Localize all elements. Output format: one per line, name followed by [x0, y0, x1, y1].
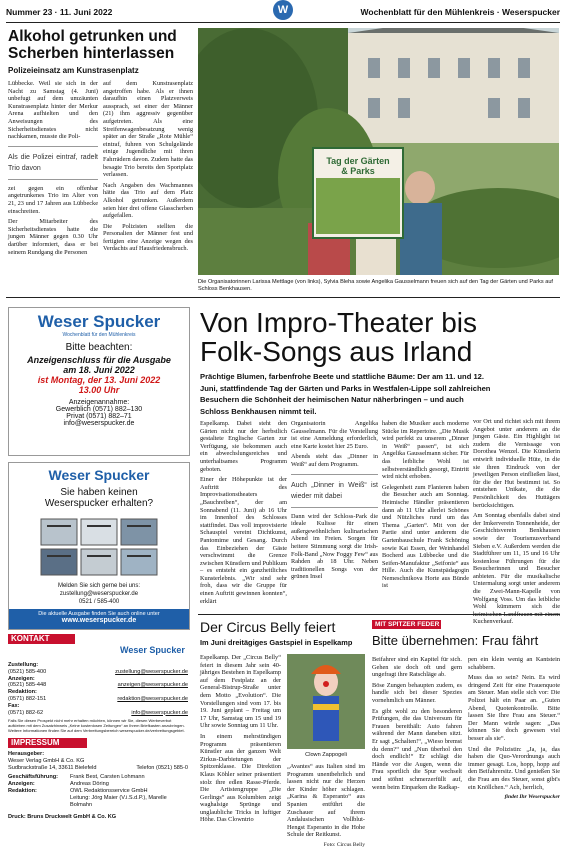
contact-row	[8, 669, 188, 676]
page-header	[0, 0, 566, 24]
kontakt-logo: Weser Spucker	[120, 645, 185, 655]
article-kolumne	[372, 633, 560, 648]
contact-row	[8, 696, 188, 703]
contact-heading: Anzeigenannahme:	[68, 399, 130, 406]
impressum-label: Anzeigen:	[8, 781, 35, 788]
photo-caption: Die Organisatorinnen Larissa Mettlage (von links), Sylvia Bleha sowie Angelika Gausselmann freuen sich auf den Tag der Gärten und Parks auf Schloss Benkhausen.	[198, 279, 553, 292]
impressum-value: OWL Redaktionsservice GmbH	[70, 787, 148, 794]
contact-phone: (0571) 882-151	[8, 695, 47, 702]
notice-time: 13.00 Uhr	[78, 385, 120, 395]
article-alkohol-col1	[8, 80, 98, 259]
contact-phone: (0521) 585-400	[8, 668, 47, 675]
contact-email-link[interactable]: redaktion@weserspucker.de	[117, 695, 188, 702]
header-divider	[6, 22, 560, 23]
publication-name: Wochenblatt für den Mühlenkreis · Weserspucker	[360, 7, 560, 17]
paragraph: Beifahrer sind ein Kapitel für sich. Gehen sie doch oft und gern ungefragt ihre Ratschläge ab.	[372, 656, 462, 679]
online-banner-text: Die aktuelle Ausgabe finden Sie auch online unter	[38, 611, 160, 617]
contact-label: Redaktion:	[8, 689, 37, 696]
pull-quote	[291, 474, 378, 508]
contact-phone: (0521) 585-448	[8, 682, 47, 689]
impressum-label: Geschäftsführung:	[8, 774, 59, 781]
deadline-notice-ad	[8, 307, 190, 456]
section-divider	[198, 614, 560, 615]
paragraph: Einer der Höhepunkte ist der Auftritt des Improvisationstheaters „Bauchreiben“, der am Sonnabend (11. Juni) ab 16 Uhr im Innenhof des Schlosses stattfindet. Das voll improvisierte Schauspiel vereint Dichtkunst, Pantomime und Gesang. Durch das Einbeziehen der Gäste verschwimmt die Grenze zwischen Künstlern und Publikum – es entsteht ein ganzheitliches Kunsterlebnis. „Wir sind sehr froh, dass wir die Gruppe für einen Auftritt gewinnen konnten“, erklärt	[200, 476, 287, 605]
ad-logo	[9, 312, 189, 332]
contact-row	[8, 710, 188, 717]
paragraph: Es gibt wohl zu den besonderen Prüfungen, die das Universum für Frauen bereithält: Auto fahren während der Mann daneben sitzt. Er sagt „Schalten!“, „Wieso bremst du denn?“ und „Nun überhol den doch endlich!“ Er schlägt die Hände vor die Augen, wenn die Frau sportlich die Spur wechselt und stöhnt schmerzerfüllt auf, wenn beim Einparken die Radkap-	[372, 707, 462, 791]
contact-fax: (0571) 882-62	[8, 709, 44, 716]
issue-number: Nummer 23 · 11. Juni 2022	[6, 7, 113, 17]
contact-label: Anzeigen:	[8, 675, 35, 682]
impressum-heading: IMPRESSUM	[8, 738, 87, 748]
paragraph: Espelkamp. Dabei steht den Gärten nicht nur der herbstlich gestaltete Englische Garten zur Verfügung, sie bekommen auch ein abwechslungsreiches und unterhaltsames Programm geboten.	[200, 420, 287, 473]
impressum-address: Sudbrackstraße 14, 33611 Bielefeld	[8, 764, 97, 771]
paragraph: In einem mehrstündigen Programm präsentieren Künstler aus der ganzen Welt Zirkus-Darbietungen der Spitzenklasse. Die Direktion Klaus Köhler seiner präsentiert stolz ihre edlen Rasse-Pferde. Die Artistengruppe „Die Gerlings“ aus Kolumbien zeigt waghalsige Sprünge und unglaubliche Tricks in luftiger Höhe. Das Clowntrio	[200, 732, 281, 824]
paragraph: zei gegen ein offenbar angetrunkenes Trio im Alter von 21, 23 und 17 Jahren aus Lübbecke einschreiten.	[8, 184, 98, 215]
paragraph: Lübbecke. Weil sie sich in der Nacht zu Samstag (4. Juni) unbefugt auf dem umzäunten Kunstrasenplatz hinter der Merkur Arena aufhielten und den Anweisungen des Sicherheitsdienstes nicht nachkamen, musste die Poli-	[8, 80, 98, 141]
paragraph: pen ein klein wenig an Kantstein schabbern.	[468, 656, 560, 671]
article-title: Folk-Songs aus Irland	[200, 336, 473, 367]
mailbox-icon	[39, 517, 159, 579]
article-subtitle: Im Juni dreitägiges Gastspiel in Espelkamp	[200, 638, 353, 647]
impressum-label: Redaktion:	[8, 787, 37, 794]
contact-email-link[interactable]: info@weserspucker.de	[131, 709, 188, 716]
paragraph: Nach Angaben des Wachmannes hätte das Trio auf dem Platz Alkohol getrunken. Außerdem seien hier drei offene Glasscherben aufgefallen.	[103, 181, 193, 220]
impressum-printer: Druck: Bruns Druckwelt GmbH & Co. KG	[8, 814, 117, 821]
question-line: Weserspucker erhalten?	[44, 498, 154, 509]
paragraph: auf dem Kunstrasenplatz angetroffen habe. Als er ihnen daraufhin einen Platzverweis aussprach, sei einer der Männer (21) ihm aggressiv gegenüber aufgetreten. Als eine Streifenwagenbesatzung wenig später an der Straße „Rote Mühle“ eintraf, fuhren von Schulgelände einige Jugendliche mit ihren Fahrrädern davon. Zudem hatte das besagte Trio bereits den Sportplatz verlassen.	[103, 80, 193, 179]
contact-email-link[interactable]: zustellung@weserspucker.de	[115, 668, 188, 675]
paragraph: „Avantes“ aus Italien sind im Programm unentbehrlich und lassen nicht nur die Herzen der Kinder höher schlagen. „Karina & Esperanto“ aus Spanien entführt die Zuschauer auf ihrem Andalusischen Vollblut-Hengst Esperanto in die Hohe Schule der Reitkunst.	[287, 763, 365, 839]
garden-photo	[198, 28, 559, 275]
impressum-row	[8, 765, 188, 772]
article-title: Von Impro-Theater bis	[200, 307, 478, 338]
header-logo-icon: W	[273, 0, 293, 20]
notice-line: Anzeigenschluss für die Ausgabe	[27, 355, 171, 365]
paragraph: Gelegenheit zum Flanieren haben die Besucher auch am Sonntag. Heimische Händler präsentieren dann ab 11 Uhr allerlei Schönes und Nützliches rund um das Thema „Garten“. Mit von der Partie sind unter anderem die Gartenbauschule Frank Schöning sowie Kai Essen, der Weinhandel Bocherd aus Lübbecke und die Seifen-Manufaktur „Seifonie“ aus Hille. Auch die Kunstpädagogin Nemeschnikova Horte aus Bünde ist	[382, 483, 469, 590]
contact-row	[8, 682, 188, 689]
paragraph: Böse Zungen behaupten zudem, es handle sich bei dieser Spezies vornehmlich um Männer.	[372, 681, 462, 704]
paragraph: Die Polizisten stellten die Personalien der Männer fest und fertigten eine Anzeige wegen des Verdachts auf Hausfriedensbruch.	[103, 222, 193, 253]
paragraph: vor Ort und richtet sich mit ihrem Angebot unter anderem an die jungen Gäste. Ein Highlight ist zudem die Vernissage von Dorothea Wenzel. Die Künstlerin entwirft individuelle Hüte, in die sie ihren Eindruck von der jeweiligen Person einfließen lässt, für die der Hut bestimmt ist. So entstehen Unikate, die die Persönlichkeit des Huttägers berücksichtigen.	[473, 418, 560, 509]
impressum-label: Herausgeber:	[8, 751, 45, 757]
clown-photo-illustration	[287, 654, 365, 749]
article-circus-col2	[287, 763, 365, 850]
clown-photo	[287, 654, 365, 749]
article-impro-theater	[200, 308, 560, 417]
impressum-row	[8, 788, 188, 795]
contact-phone: 0521 / 585-400	[78, 599, 120, 605]
column-kicker: MIT SPITZER FEDER	[372, 620, 441, 629]
article-impro-col4	[473, 418, 560, 629]
contact-email-link[interactable]: zustellung@weserspucker.de	[59, 591, 139, 597]
impressum-line: Leitung: Jörg Maier (V.i.S.d.P.), Marelle Bolmahn	[70, 794, 167, 808]
column-signature: findet Ihr Weserspucker	[504, 794, 560, 801]
website-link[interactable]: www.weserspucker.de	[61, 617, 137, 624]
article-impro-col3	[382, 420, 469, 593]
paragraph: Abends steht das „Dinner in Weiß“ auf dem Programm.	[291, 453, 378, 468]
paragraph: Organisatorin Angelika Gausselmann. Für die Vorstellung ist eine Anmeldung erforderlich, eine Karte kostet hier 25 Euro.	[291, 420, 378, 450]
impressum-phone: Telefon (0521) 585-0	[136, 764, 188, 771]
contact-line: Privat (0571) 882–71	[66, 413, 132, 420]
article-circus	[200, 619, 366, 647]
notice-deadline: ist Montag, der 13. Juni 2022	[37, 375, 161, 385]
impressum-value: Andreas Döring	[70, 781, 109, 788]
paragraph: Muss das so sein? Nein. Es wird dringend Zeit für eine Frauenquote am Steuer. Man stelle sich vor: Die Polizei hält ein Paar an. „Guten Abend, Quotenkontrolle. Bitte lassen Sie Ihre Frau ans Steuer.“ Der Mann würde sagen: „Das können Sie doch gewesen viel besser als sie“.	[468, 674, 560, 742]
paragraph: Am Sonntag ebenfalls dabei sind der Imkerverein Tonnenheide, der Geschichtsverein Benkhausen sowie der Tourismusverband Sieben e.V. Außerdem werden die Stadtführer um 11, 15 und 16 Uhr kostenlose Führungen für die Besucherinnen und Besucher anbieten. Für die musikalische Untermalung sorgt unter anderem die Zwei-Mann-Kapelle von Wolfgang Voss. Um das leibliche Wohl kümmern sich die Kuchenverkauf.	[473, 512, 560, 626]
impressum-value: Frank Best, Carsten Lohmann	[70, 774, 145, 781]
impressum-row	[8, 781, 188, 788]
contact-email-link[interactable]: info@weserspucker.de	[63, 420, 135, 427]
article-circus-col1	[200, 654, 281, 827]
impressum-line: Weser Verlag GmbH & Co. KG	[8, 757, 85, 764]
article-impro-col1	[200, 420, 287, 608]
article-impro-col2	[291, 420, 378, 584]
delivery-ad	[8, 462, 190, 630]
impressum-block	[8, 751, 188, 821]
paragraph: Und die Polizistin: „Ja, ja, das haben die Quo-Verordnungs auch immer gesagt. Los, hopp, hopp auf den Beifahrersitz. Und genießen Sie die Frau am des Steuer, sonst gibt's ein Knöllchen.“ Ach, herrlich,	[468, 745, 560, 791]
paragraph: Dann wird der Schloss-Park die ideale Kulisse für einen außergewöhnlichen kulinarischen Abend im Freien. Sorgen für heitere Stimmung sorgt die Irish-Folk-Band „Now Foggy Few“ aus Rahden ab 18 Uhr. Neben traditionellen Songs von der grünen Insel	[291, 512, 378, 581]
article-subtitle: Polizeieinsatz am Kunstrasenplatz	[8, 66, 139, 75]
article-title: Bitte übernehmen: Frau fährt	[372, 633, 539, 648]
paragraph: Espelkamp. Der „Circus Belly“ feiert in diesem Jahr sein 40-jähriges Bestehen in Espelkamp auf dem Festplatz an der General-Bistrup-Straße unter dem Motto „Evolution“. Die Vorstellungen sind vom 17. bis 19. Juni geplant – Freitag um 17 Uhr, Samstag um 15 und 19 Uhr sowie Sonntag um 11 Uhr.	[200, 654, 281, 730]
paragraph: haben die Musiker auch moderne Stücke im Repertoire. „Die Musik wird perfekt zu unserem „Dinner in Weiß“ passen“, ist sich Angelika Gausselmann sicher. Für das leibliche Wohl ist selbstverständlich gesorgt, Eintritt wird nicht erhoben.	[382, 420, 469, 481]
garden-photo-illustration	[198, 28, 559, 275]
article-kolumne-col1	[372, 656, 462, 794]
article-alkohol-col2	[103, 80, 193, 256]
brand-logo-text: Weser Spucker	[37, 312, 161, 331]
garden-sign-text: Tag der Gärten & Parks	[326, 156, 390, 176]
contact-label: Zustellung:	[8, 662, 39, 668]
article-lead: Prächtige Blumen, farbenfrohe Beete und stattliche Bäume: Der am 11. und 12. Juni, stattfindende Tag der Gärten und Parks in Westfalen-Lippe soll zahlreichen Besuchern die Schönheit der heimischen Natur näherbringen – und auch Schloss Benkhausen nimmt teil.	[200, 372, 491, 416]
notice-line: am 18. Juni 2022	[63, 365, 135, 375]
impressum-row	[8, 774, 188, 781]
article-title: Alkohol getrunken und Scherben hinterlassen	[8, 28, 177, 62]
contact-line: Gewerblich (0571) 882–130	[55, 406, 143, 413]
kontakt-heading: KONTAKT	[8, 634, 75, 644]
photo-caption: Clown Zappogeli	[305, 752, 347, 758]
article-kolumne-col2	[468, 656, 560, 802]
pull-quote-text: Auch „Dinner in Weiß“ ist wieder mit dabei	[291, 481, 378, 500]
paragraph: Der Mitarbeiter des Sicherheitsdienstes hatte die jungen Männer gegen 0.30 Uhr darüber informiert, dass er bei seinem Rundgang die Personen	[8, 218, 98, 256]
notice-heading: Bitte beachten:	[65, 342, 133, 353]
kontakt-note: Falls Sie diesen Prospekt nicht mehr erhalten möchten, können wir Sie, diesen Werbeverbot aufkleben mit dem Zusatzhinweis „Keine kostenlosen Zeitungen“ an Ihrem Briefkasten anzubringen. Weitere Informationen finden Sie auf dem Verbreitungsbereich weserspucker.de/verbreitungsgebiet.	[8, 718, 185, 734]
pull-quote-text: Als die Polizei eintraf, radelt Trio davon	[8, 153, 98, 172]
online-banner	[9, 609, 189, 629]
pull-quote	[8, 146, 98, 180]
brand-tagline: Wochenblatt für den Mühlenkreis	[62, 332, 136, 338]
section-divider	[6, 297, 560, 298]
contact-prompt: Melden Sie sich gerne bei uns:	[57, 583, 141, 589]
article-alkohol	[8, 28, 188, 75]
contact-label: Fax:	[8, 702, 20, 709]
question-line: Sie haben keinen	[60, 487, 138, 498]
contact-email-link[interactable]: anzeigen@weserspucker.de	[117, 682, 188, 689]
article-title: Der Circus Belly feiert	[200, 619, 336, 635]
brand-logo-text: Weser Spucker	[48, 467, 150, 483]
photo-credit: Foto: Circus Belly	[323, 841, 365, 848]
kontakt-block	[8, 662, 188, 733]
